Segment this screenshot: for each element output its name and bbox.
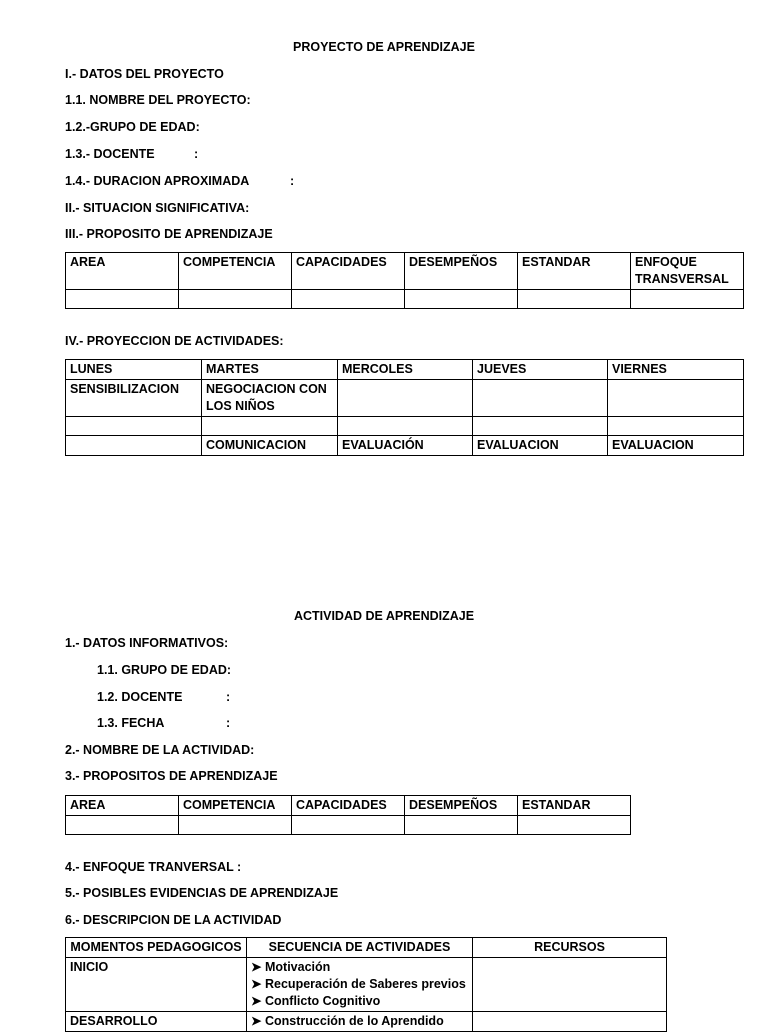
- project-section-2: II.- SITUACION SIGNIFICATIVA:: [65, 201, 250, 215]
- header-competencia: COMPETENCIA: [179, 253, 292, 290]
- table-row: [66, 958, 667, 1012]
- activity-section-2: 2.- NOMBRE DE LA ACTIVIDAD:: [65, 743, 255, 757]
- header-desempenos: DESEMPEÑOS: [405, 796, 518, 816]
- arrow-bullet-icon: ➤: [251, 977, 262, 991]
- table-row: [66, 436, 744, 456]
- activity-date-colon: :: [226, 716, 231, 730]
- table-row: [66, 1012, 667, 1032]
- moment-inicio: INICIO: [66, 958, 247, 1012]
- header-momentos: MOMENTOS PEDAGOGICOS: [66, 938, 247, 958]
- header-area: AREA: [66, 253, 179, 290]
- teacher-field: 1.3.- DOCENTE: [65, 147, 155, 161]
- day-jueves: JUEVES: [473, 360, 608, 380]
- project-section-3: III.- PROPOSITO DE APRENDIZAJE: [65, 227, 273, 241]
- moment-desarrollo: DESARROLLO: [66, 1012, 247, 1032]
- table-row: [66, 816, 631, 835]
- teacher-colon: :: [194, 147, 199, 161]
- arrow-bullet-icon: ➤: [251, 960, 262, 974]
- age-group-field: 1.2.-GRUPO DE EDAD:: [65, 120, 200, 134]
- table-cell: [608, 417, 744, 436]
- table-cell: [608, 380, 744, 417]
- header-capacidades: CAPACIDADES: [292, 796, 405, 816]
- duration-field: 1.4.- DURACION APROXIMADA: [65, 174, 250, 188]
- activity-description-table: [65, 937, 667, 1032]
- list-item: ➤ Motivación: [251, 960, 331, 974]
- table-cell: COMUNICACION: [202, 436, 338, 456]
- table-cell: [338, 417, 473, 436]
- table-cell: EVALUACION: [473, 436, 608, 456]
- table-cell[interactable]: [473, 958, 667, 1012]
- day-martes: MARTES: [202, 360, 338, 380]
- table-cell: NEGOCIACION CON LOS NIÑOS: [202, 380, 338, 417]
- activity-teacher-field: 1.2. DOCENTE: [97, 690, 183, 704]
- table-cell[interactable]: [292, 816, 405, 835]
- duration-colon: :: [290, 174, 295, 188]
- table-cell: EVALUACION: [608, 436, 744, 456]
- table-cell[interactable]: [292, 290, 405, 309]
- project-section-4: IV.- PROYECCION DE ACTIVIDADES:: [65, 334, 284, 348]
- table-cell[interactable]: [518, 290, 631, 309]
- table-cell[interactable]: [473, 1012, 667, 1032]
- inicio-sequence: [247, 958, 473, 1012]
- table-cell[interactable]: [405, 816, 518, 835]
- header-estandar: ESTANDAR: [518, 796, 631, 816]
- header-area: AREA: [66, 796, 179, 816]
- arrow-bullet-icon: ➤: [251, 1014, 262, 1028]
- table-header-row: [66, 253, 744, 290]
- table-cell: [473, 380, 608, 417]
- list-item: ➤ Recuperación de Saberes previos: [251, 977, 466, 991]
- table-cell[interactable]: [631, 290, 744, 309]
- list-item: ➤ Construcción de lo Aprendido: [251, 1014, 444, 1028]
- table-header-row: [66, 796, 631, 816]
- day-lunes: LUNES: [66, 360, 202, 380]
- activity-date-field: 1.3. FECHA: [97, 716, 165, 730]
- day-miercoles: MERCOLES: [338, 360, 473, 380]
- table-row: [66, 380, 744, 417]
- table-cell: SENSIBILIZACION: [66, 380, 202, 417]
- activity-section-4: 4.- ENFOQUE TRANVERSAL :: [65, 860, 242, 874]
- table-header-row: [66, 938, 667, 958]
- header-desempenos: DESEMPEÑOS: [405, 253, 518, 290]
- activity-projection-table: [65, 359, 744, 456]
- table-cell: [338, 380, 473, 417]
- activity-age-group-field: 1.1. GRUPO DE EDAD:: [97, 663, 232, 677]
- header-capacidades: CAPACIDADES: [292, 253, 405, 290]
- activity-section-3: 3.- PROPOSITOS DE APRENDIZAJE: [65, 769, 278, 783]
- table-cell: [473, 417, 608, 436]
- project-name-field: 1.1. NOMBRE DEL PROYECTO:: [65, 93, 251, 107]
- table-cell[interactable]: [179, 290, 292, 309]
- table-cell: EVALUACIÓN: [338, 436, 473, 456]
- project-section-1: I.- DATOS DEL PROYECTO: [65, 67, 224, 81]
- activity-section-5: 5.- POSIBLES EVIDENCIAS DE APRENDIZAJE: [65, 886, 339, 900]
- header-estandar: ESTANDAR: [518, 253, 631, 290]
- activity-purpose-table: [65, 795, 631, 835]
- table-cell: [202, 417, 338, 436]
- activity-title: ACTIVIDAD DE APRENDIZAJE: [293, 609, 475, 623]
- list-item: ➤ Conflicto Cognitivo: [251, 994, 381, 1008]
- desarrollo-sequence: [247, 1012, 473, 1032]
- header-recursos: RECURSOS: [473, 938, 667, 958]
- table-row: [66, 417, 744, 436]
- activity-section-6: 6.- DESCRIPCION DE LA ACTIVIDAD: [65, 913, 282, 927]
- table-header-row: [66, 360, 744, 380]
- table-cell[interactable]: [518, 816, 631, 835]
- table-cell[interactable]: [179, 816, 292, 835]
- header-secuencia: SECUENCIA DE ACTIVIDADES: [247, 938, 473, 958]
- table-cell[interactable]: [66, 816, 179, 835]
- project-title: PROYECTO DE APRENDIZAJE: [293, 40, 475, 54]
- arrow-bullet-icon: ➤: [251, 994, 262, 1008]
- header-competencia: COMPETENCIA: [179, 796, 292, 816]
- activity-teacher-colon: :: [226, 690, 231, 704]
- table-cell[interactable]: [405, 290, 518, 309]
- activity-section-1: 1.- DATOS INFORMATIVOS:: [65, 636, 229, 650]
- header-enfoque: ENFOQUE TRANSVERSAL: [631, 253, 744, 290]
- day-viernes: VIERNES: [608, 360, 744, 380]
- table-cell: [66, 436, 202, 456]
- table-row: [66, 290, 744, 309]
- table-cell[interactable]: [66, 290, 179, 309]
- table-cell: [66, 417, 202, 436]
- project-purpose-table: [65, 252, 744, 309]
